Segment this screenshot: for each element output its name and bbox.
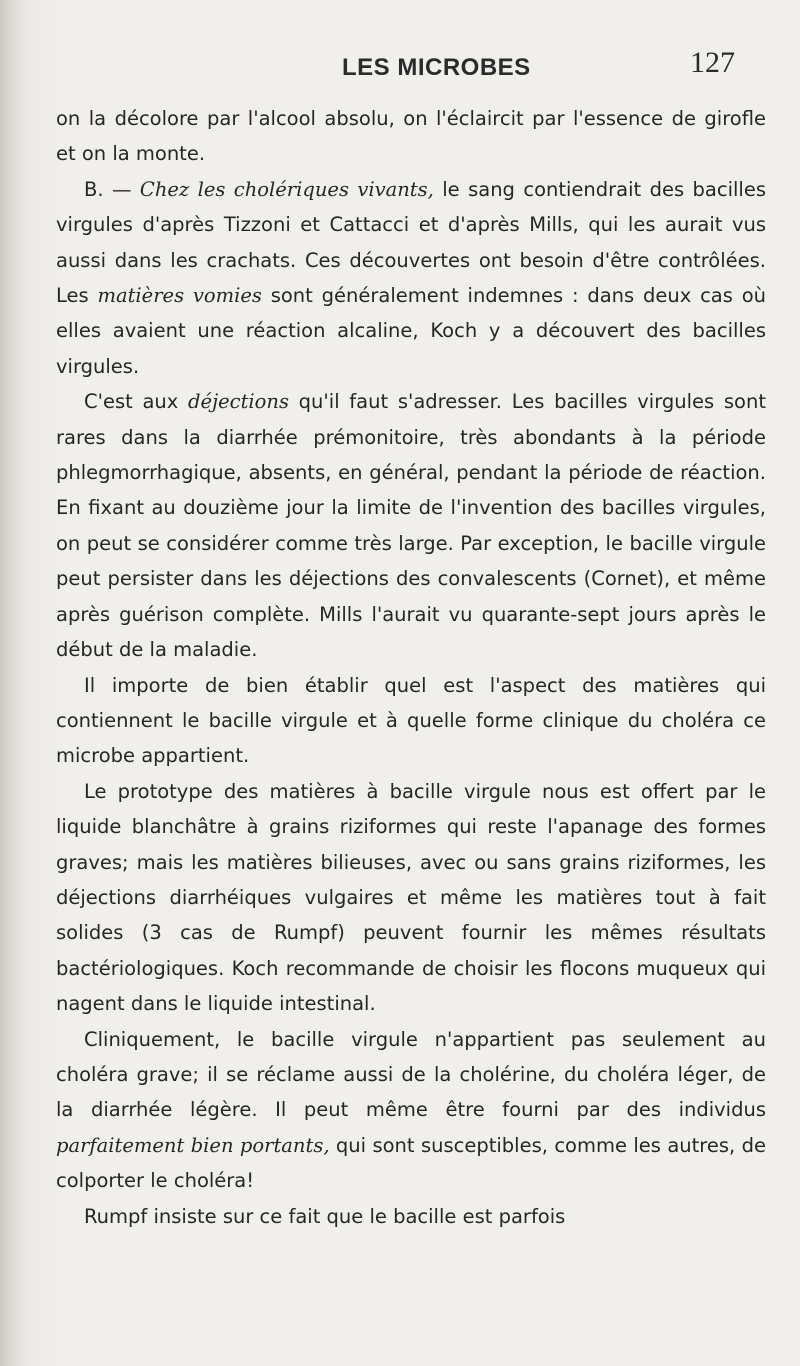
italic-phrase: parfaitement bien portants,	[56, 1133, 330, 1157]
text-segment: le sang contiendrait des bacilles virgules d'après Tizzoni et Cattacci et d'après Mills, qui les aurait vus aussi dans les crachats. Ces découvertes ont besoin d'être contrôlées. Les	[56, 177, 766, 308]
italic-phrase: déjections	[188, 390, 289, 414]
page-header	[0, 44, 800, 84]
paragraph-4	[56, 668, 766, 774]
paragraph-3	[56, 384, 766, 667]
text-segment: Rumpf insiste sur ce fait que le bacille est parfois	[84, 1204, 566, 1228]
text-segment: qui sont susceptibles, comme les autres, de colporter le choléra!	[56, 1133, 766, 1193]
text-segment: sont généralement indemnes : dans deux cas où elles avaient une réaction alcaline, Koch y a découvert des bacilles virgules.	[56, 284, 766, 378]
text-segment: on la décolore par l'alcool absolu, on l'éclaircit par l'essence de girofle et on la monte.	[56, 107, 766, 166]
text-segment: Le prototype des matières à bacille virgule nous est offert par le liquide blanchâtre à grains riziformes qui reste l'apanage des formes graves; mais les matières bilieuses, avec ou sans grains riziformes, les déjections diarrhéiques vulgaires et même les matières tout à fait solides (3 cas de Rumpf) peuvent fournir les mêmes résultats bactériologiques. Koch recommande de choisir les flocons muqueux qui nagent dans le liquide intestinal.	[56, 779, 766, 1016]
paragraph-1	[56, 101, 766, 172]
paragraph-7	[56, 1199, 766, 1234]
page-number: 127	[690, 46, 735, 79]
text-segment: qu'il faut s'adresser. Les bacilles virgules sont rares dans la diarrhée prémonitoire, très abondants à la période phlegmorrhagique, absents, en général, pendant la période de réaction. En fixant au douzième jour la limite de l'invention des bacilles virgules, on peut se considérer comme très large. Par exception, le bacille virgule peut persister dans les déjections des convalescents (Cornet), et même après guérison complète. Mills l'aurait vu quarante-sept jours après le début de la maladie.	[56, 390, 766, 662]
text-segment: Cliniquement, le bacille virgule n'appartient pas seulement au choléra grave; il se réclame aussi de la cholérine, du choléra léger, de la diarrhée légère. Il peut même être fourni par des individus	[56, 1027, 766, 1122]
italic-phrase: matières vomies	[97, 284, 262, 308]
paragraph-2	[56, 172, 766, 384]
italic-phrase: Chez les cholériques vivants,	[139, 177, 434, 201]
text-segment: Il importe de bien établir quel est l'aspect des matières qui contiennent le bacille virgule et à quelle forme clinique du choléra ce microbe appartient.	[56, 673, 766, 768]
paragraph-5	[56, 774, 766, 1022]
body-text	[56, 101, 766, 1234]
text-segment: B. —	[84, 177, 140, 201]
paragraph-6	[56, 1022, 766, 1199]
running-title: LES MICROBES	[342, 54, 531, 81]
text-segment: C'est aux	[84, 390, 189, 414]
